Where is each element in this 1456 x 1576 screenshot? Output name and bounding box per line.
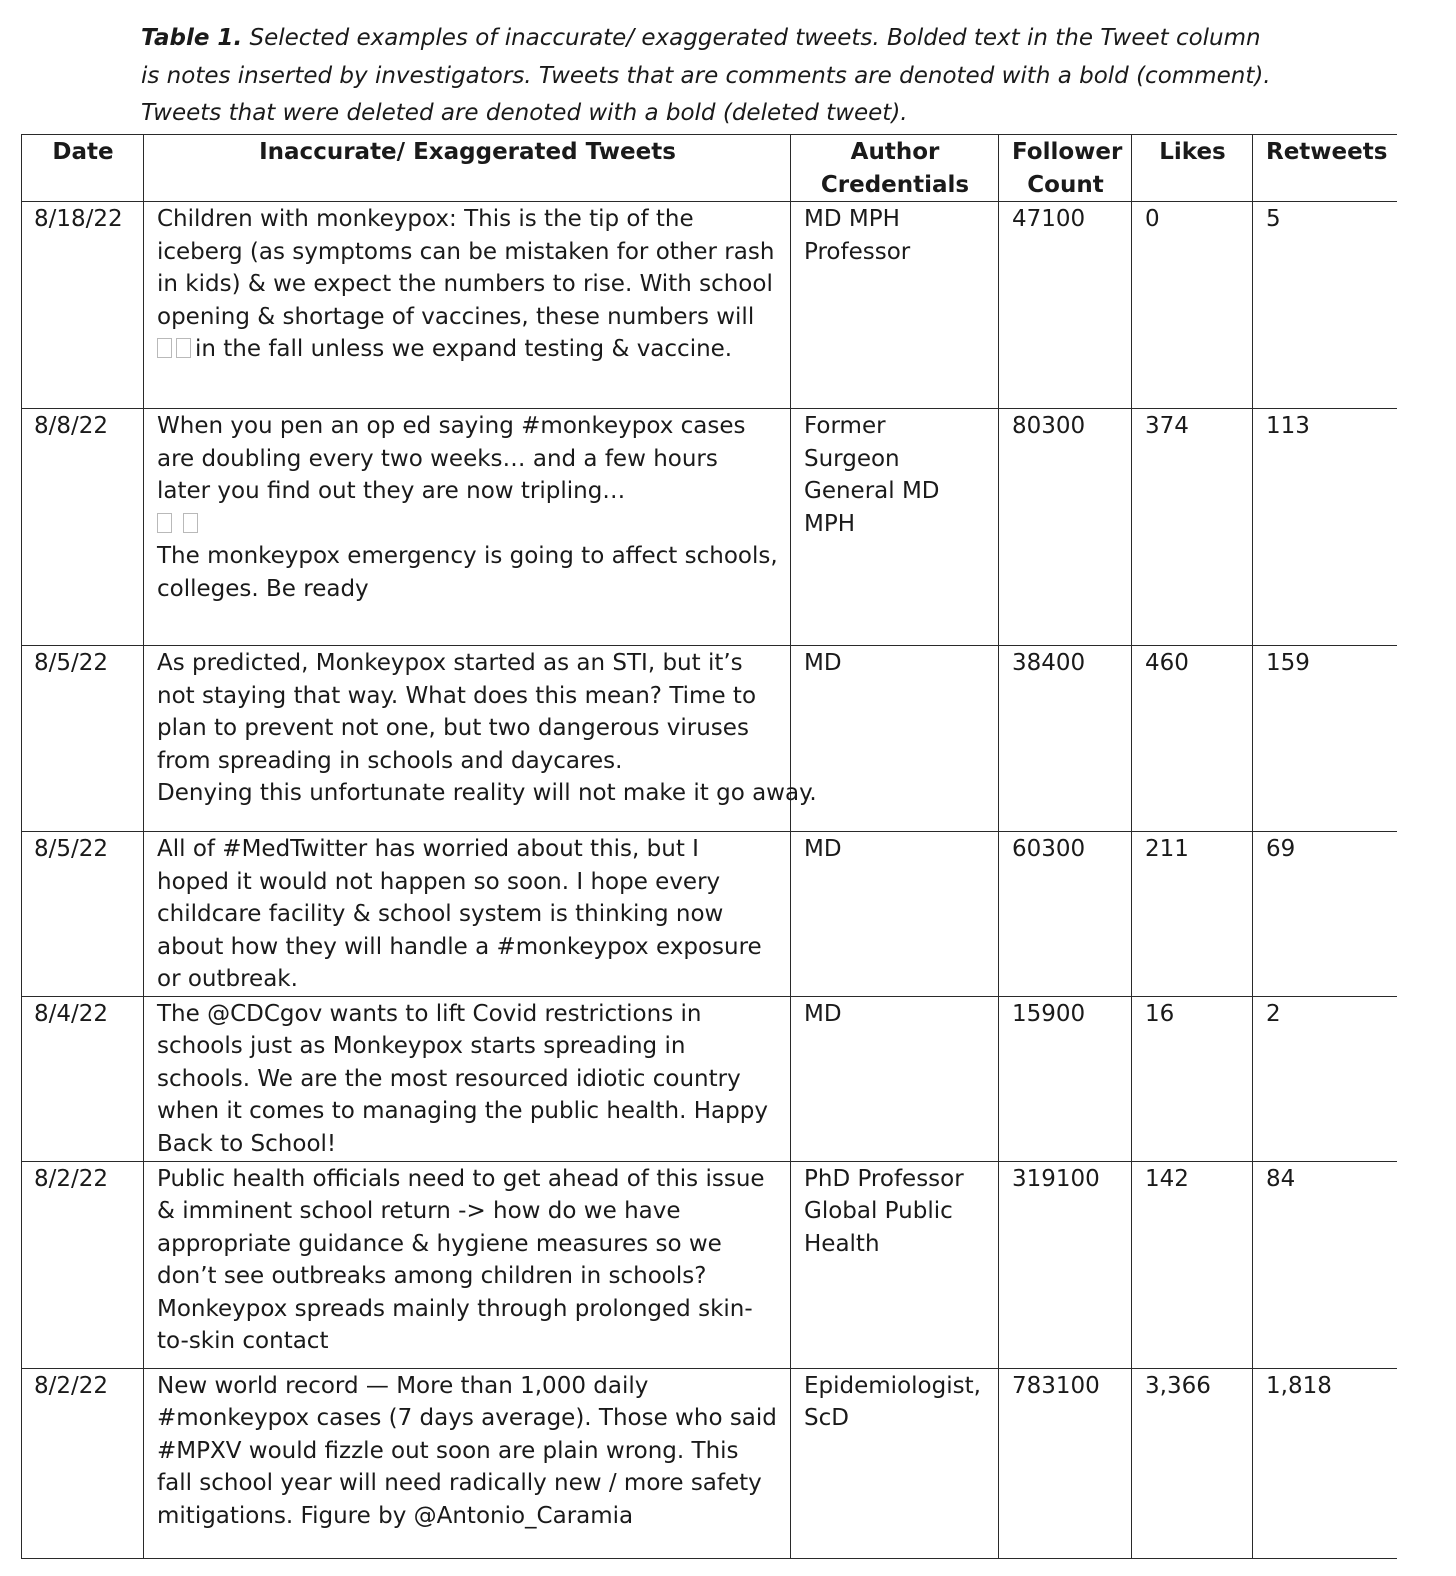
cell-date: 8/5/22	[22, 832, 144, 997]
cell-retweets: 159	[1253, 646, 1397, 832]
caption-text: Selected examples of inaccurate/ exaggerated tweets. Bolded text in the Tweet column is notes inserted by investigators. Tweets that are comments are denoted with a bold (comment). Tweets that were deleted are denoted with a bold (deleted tweet).	[141, 25, 1271, 126]
cell-likes: 16	[1132, 996, 1253, 1161]
cell-date: 8/5/22	[22, 646, 144, 832]
cell-tweet: All of #MedTwitter has worried about this, but I hoped it would not happen so soon. I hope every childcare facility & school system is thinking now about how they will handle a #monkeypox exposure or outbreak.	[144, 832, 791, 997]
cell-author: Epidemiologist, ScD	[791, 1368, 999, 1558]
cell-followers: 783100	[999, 1368, 1132, 1558]
header-retweets: Retweets	[1253, 135, 1397, 202]
cell-followers: 15900	[999, 996, 1132, 1161]
missing-emoji-icon	[157, 338, 172, 358]
cell-likes: 142	[1132, 1161, 1253, 1368]
cell-author: Former Surgeon General MD MPH	[791, 409, 999, 646]
header-tweet: Inaccurate/ Exaggerated Tweets	[144, 135, 791, 202]
cell-tweet	[144, 409, 791, 646]
table-row	[22, 996, 1397, 1161]
cell-followers: 80300	[999, 409, 1132, 646]
cell-author: MD MPH Professor	[791, 202, 999, 409]
cell-date: 8/8/22	[22, 409, 144, 646]
header-row	[22, 135, 1397, 202]
cell-retweets: 69	[1253, 832, 1397, 997]
cell-likes: 460	[1132, 646, 1253, 832]
cell-retweets: 113	[1253, 409, 1397, 646]
cell-tweet	[144, 646, 817, 832]
tweets-table	[21, 134, 1397, 1559]
tweet-text: Denying this unfortunate reality will not make it go away.	[157, 780, 817, 806]
cell-date: 8/2/22	[22, 1161, 144, 1368]
tweet-text: As predicted, Monkeypox started as an STI, but it’s not staying that way. What does this mean? Time to plan to prevent not one, but two dangerous viruses from spreading in schools and daycares.	[157, 650, 757, 774]
tweet-text: The monkeypox emergency is going to affect schools, colleges. Be ready	[157, 543, 778, 602]
missing-emoji-icon	[183, 513, 198, 533]
header-followers: Follower Count	[999, 135, 1132, 202]
cell-date: 8/4/22	[22, 996, 144, 1161]
emoji-line	[157, 508, 778, 541]
caption-label: Table 1.	[141, 25, 243, 51]
cell-date: 8/18/22	[22, 202, 144, 409]
cell-likes: 211	[1132, 832, 1253, 997]
cell-retweets: 1,818	[1253, 1368, 1397, 1558]
tweet-text: in the fall unless we expand testing & vaccine.	[195, 336, 733, 362]
cell-likes: 374	[1132, 409, 1253, 646]
cell-tweet	[144, 202, 791, 409]
table-row	[22, 646, 1397, 832]
table-caption	[141, 20, 1281, 133]
missing-emoji-icon	[157, 513, 172, 533]
table-row	[22, 832, 1397, 997]
table-row	[22, 1161, 1397, 1368]
header-author: Author Credentials	[791, 135, 999, 202]
header-date: Date	[22, 135, 144, 202]
table-row	[22, 409, 1397, 646]
cell-author: MD	[791, 646, 999, 832]
cell-tweet: New world record — More than 1,000 daily #monkeypox cases (7 days average). Those who said #MPXV would fizzle out soon are plain wrong. This fall school year will need radically new / more safety mitigations. Figure by @Antonio_Caramia	[144, 1368, 791, 1558]
tweet-text: When you pen an op ed saying #monkeypox cases are doubling every two weeks… and a few hours later you find out they are now tripling…	[157, 413, 746, 504]
cell-date: 8/2/22	[22, 1368, 144, 1558]
cell-followers: 319100	[999, 1161, 1132, 1368]
cell-tweet: Public health officials need to get ahead of this issue & imminent school return -> how do we have appropriate guidance & hygiene measures so we don’t see outbreaks among children in schools? Monkeypox spreads mainly through prolonged skin-to-skin contact	[144, 1161, 791, 1368]
cell-likes: 0	[1132, 202, 1253, 409]
cell-author: MD	[791, 996, 999, 1161]
header-likes: Likes	[1132, 135, 1253, 202]
cell-followers: 47100	[999, 202, 1132, 409]
missing-emoji-icon	[176, 338, 191, 358]
cell-author: PhD Professor Global Public Health	[791, 1161, 999, 1368]
cell-retweets: 84	[1253, 1161, 1397, 1368]
tweet-text: Children with monkeypox: This is the tip of the iceberg (as symptoms can be mistaken for other rash in kids) & we expect the numbers to rise. With school opening & shortage of vaccines, these numbers will	[157, 206, 775, 330]
cell-author: MD	[791, 832, 999, 997]
cell-followers: 38400	[999, 646, 1132, 832]
cell-tweet: The @CDCgov wants to lift Covid restrictions in schools just as Monkeypox starts spreading in schools. We are the most resourced idiotic country when it comes to managing the public health. Happy Back to School!	[144, 996, 791, 1161]
table-row	[22, 202, 1397, 409]
cell-retweets: 5	[1253, 202, 1397, 409]
table-row	[22, 1368, 1397, 1558]
cell-followers: 60300	[999, 832, 1132, 997]
cell-likes: 3,366	[1132, 1368, 1253, 1558]
cell-retweets: 2	[1253, 996, 1397, 1161]
